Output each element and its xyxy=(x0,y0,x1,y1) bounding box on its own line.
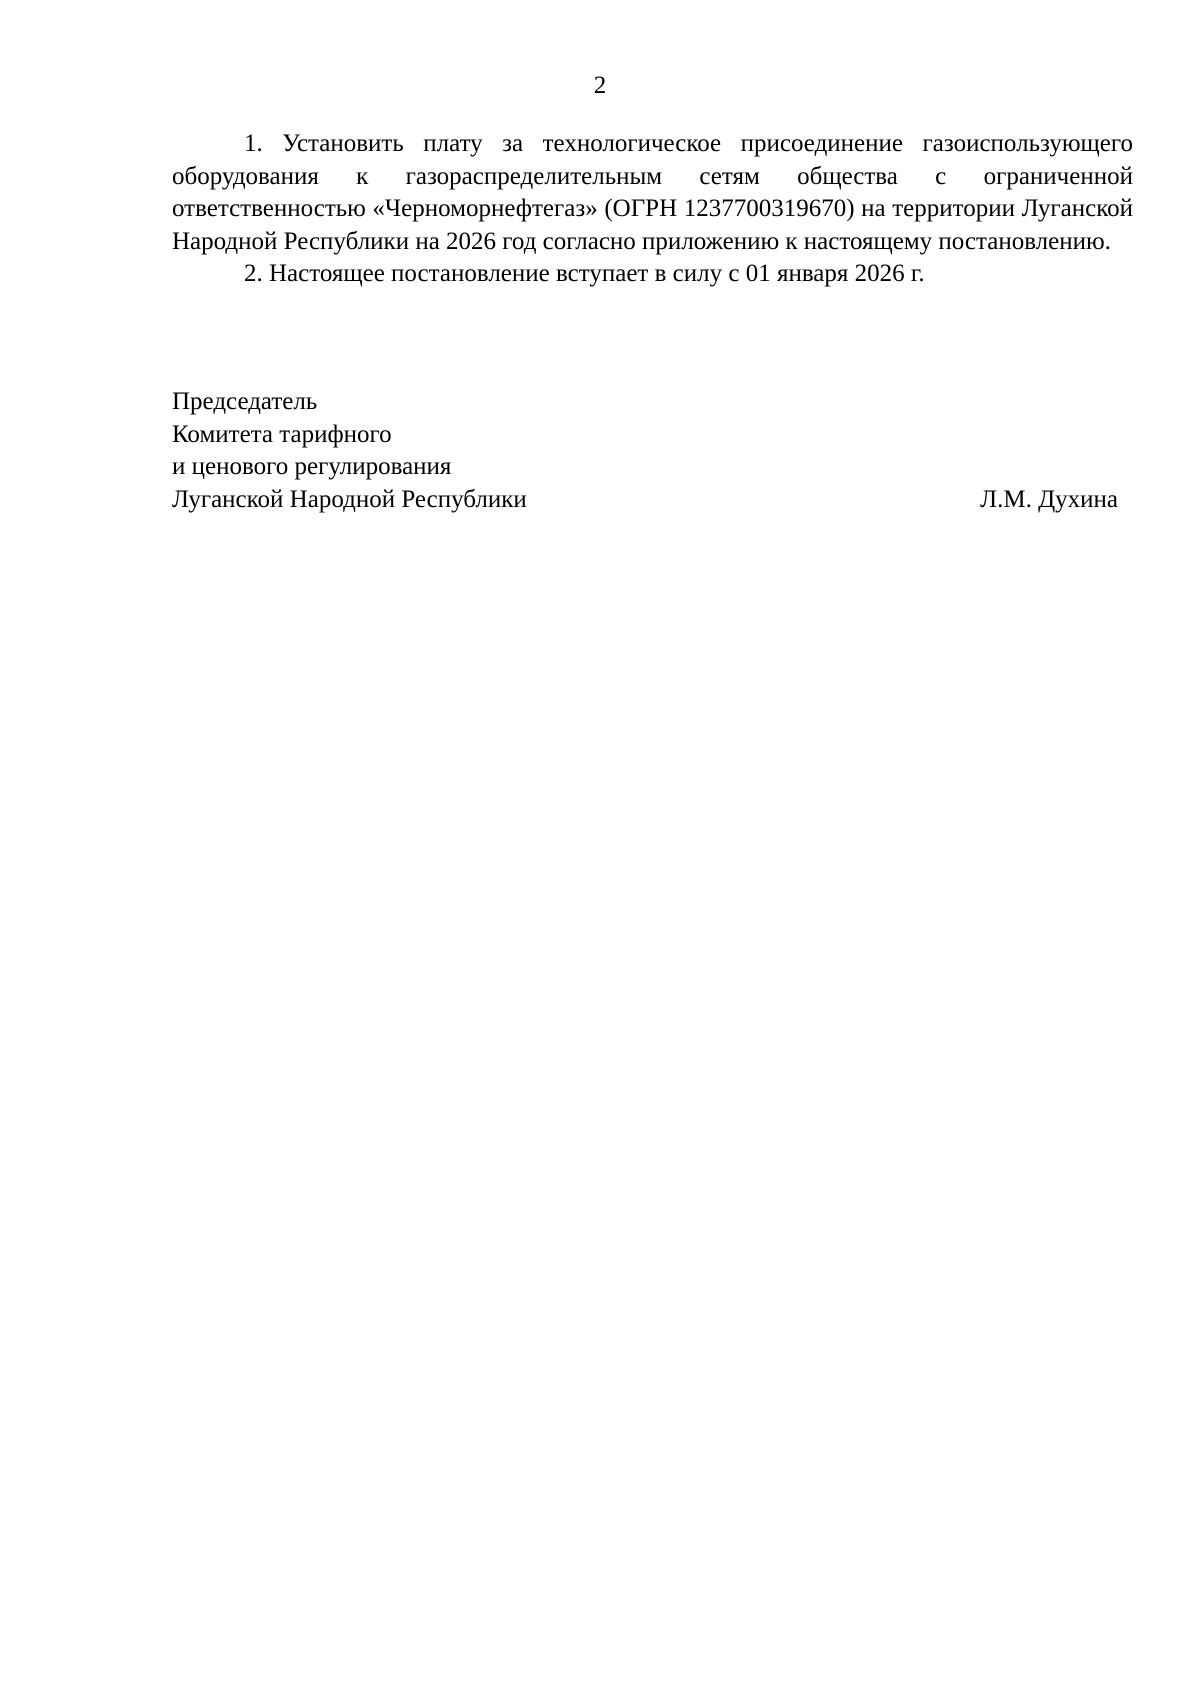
signer-position-line-1: Председатель xyxy=(172,388,318,415)
document-body xyxy=(172,128,1133,291)
signer-name: Л.М. Духина xyxy=(980,485,1118,513)
signature-block xyxy=(172,386,1118,516)
signer-position-line-4: Луганской Народной Республики xyxy=(172,485,527,513)
signer-position-line-3: и ценового регулирования xyxy=(172,453,452,480)
page-number: 2 xyxy=(593,72,607,99)
signature-last-row xyxy=(172,484,1118,517)
paragraph-1: 1. Установить плату за технологическое присоединение газоиспользующего оборудования к газораспределительным сетям общества с ограниченной ответственностью «Черноморнефтегаз» (ОГРН 1237700319670) на территории Луганской Народной Республики на 2026 год согласно приложению к настоящему постановлению. xyxy=(172,130,1133,255)
signer-position-line-2: Комитета тарифного xyxy=(172,420,392,448)
paragraph-2: 2. Настоящее постановление вступает в силу с 01 января 2026 г. xyxy=(244,260,925,287)
